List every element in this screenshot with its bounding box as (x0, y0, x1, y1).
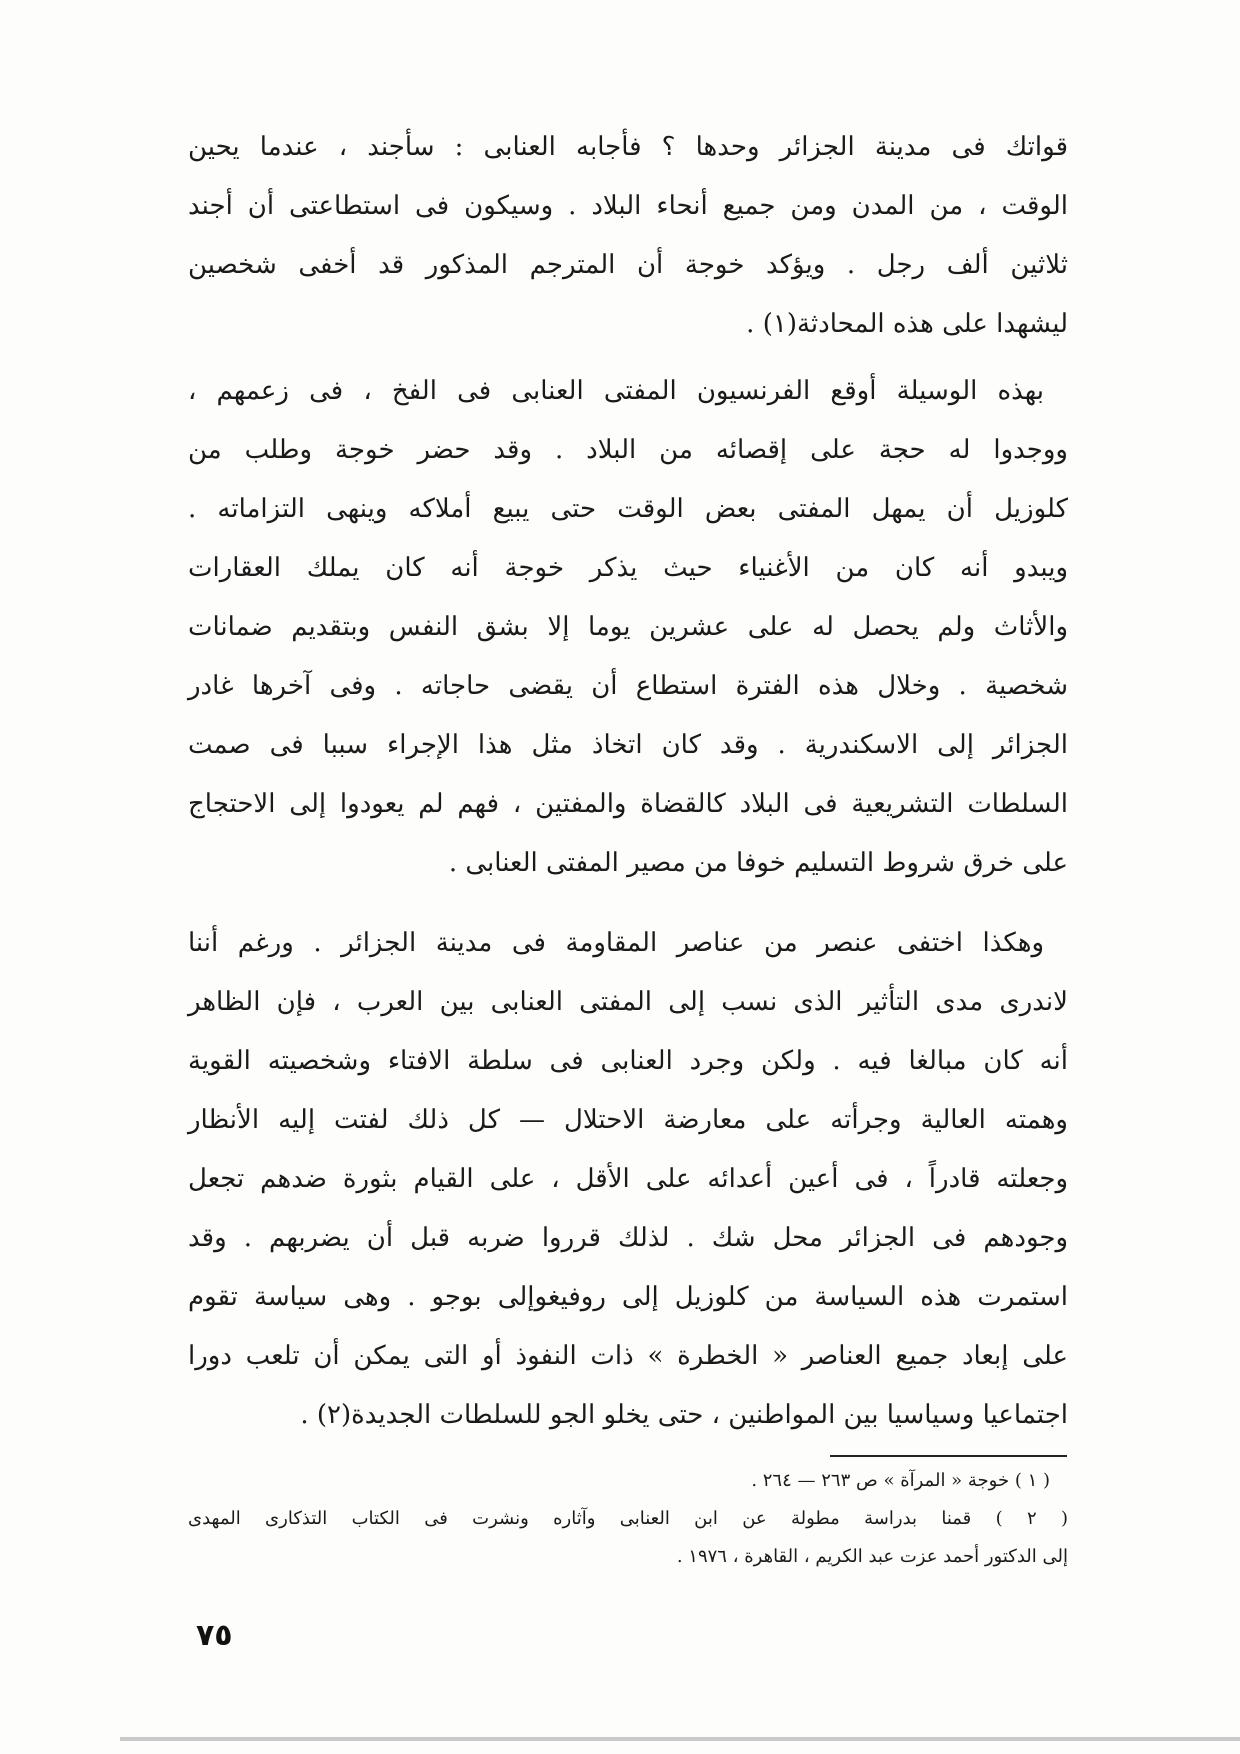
text-line: ويبدو أنه كان من الأغنياء حيث يذكر خوجة أنه كان يملك العقارات (188, 553, 1068, 583)
text-line: قواتك فى مدينة الجزائر وحدها ؟ فأجابه العنابى : سأجند ، عندما يحين (188, 132, 1068, 162)
text-line: والأثاث ولم يحصل له على عشرين يوما إلا بشق النفس وبتقديم ضمانات (188, 612, 1068, 642)
text-line: الوقت ، من المدن ومن جميع أنحاء البلاد . وسيكون فى استطاعتى أن أجند (188, 191, 1068, 221)
text-line: على خرق شروط التسليم خوفا من مصير المفتى العنابى . (448, 848, 1068, 878)
text-line: شخصية . وخلال هذه الفترة استطاع أن يقضى حاجاته . وفى آخرها غادر (188, 671, 1068, 701)
text-line: استمرت هذه السياسة من كلوزيل إلى روفيغوإلى بوجو . وهى سياسة تقوم (188, 1282, 1068, 1312)
paragraph-3 (188, 914, 1068, 1445)
page-bottom-border (120, 1737, 1240, 1741)
text-line: وهكذا اختفى عنصر من عناصر المقاومة فى مدينة الجزائر . ورغم أننا (188, 928, 1044, 958)
footnote-1: ( ١ ) خوجة « المرآة » ص ٢٦٣ — ٢٦٤ . (751, 1470, 1050, 1491)
text-line: وجعلته قادراً ، فى أعين أعدائه على الأقل ، على القيام بثورة ضدهم تجعل (188, 1164, 1068, 1194)
text-line: الجزائر إلى الاسكندرية . وقد كان اتخاذ مثل هذا الإجراء سببا فى صمت (188, 730, 1068, 760)
text-line: اجتماعيا وسياسيا بين المواطنين ، حتى يخلو الجو للسلطات الجديدة(٢) . (300, 1400, 1068, 1430)
text-line: أنه كان مبالغا فيه . ولكن وجرد العنابى فى سلطة الافتاء وشخصيته القوية (188, 1046, 1068, 1076)
text-line: ثلاثين ألف رجل . ويؤكد خوجة أن المترجم المذكور قد أخفى شخصين (188, 250, 1068, 280)
text-line: السلطات التشريعية فى البلاد كالقضاة والمفتين ، فهم لم يعودوا إلى الاحتجاج (188, 789, 1068, 819)
text-line: لاندرى مدى التأثير الذى نسب إلى المفتى العنابى بين العرب ، فإن الظاهر (188, 987, 1068, 1017)
footnote-2: ( ٢ ) قمنا بدراسة مطولة عن ابن العنابى وآثاره ونشرت فى الكتاب التذكارى المهدى (188, 1508, 1069, 1529)
text-line: بهذه الوسيلة أوقع الفرنسيون المفتى العنابى فى الفخ ، فى زعمهم ، (188, 376, 1044, 406)
text-line: ليشهدا على هذه المحادثة(١) . (746, 309, 1068, 339)
text-line: على إبعاد جميع العناصر « الخطرة » ذات النفوذ أو التى يمكن أن تلعب دورا (188, 1341, 1068, 1371)
footnotes (188, 1462, 1068, 1576)
paragraph-1 (188, 118, 1068, 354)
footnote-2-continued: إلى الدكتور أحمد عزت عبد الكريم ، القاهرة ، ١٩٧٦ . (676, 1546, 1068, 1567)
text-line: وهمته العالية وجرأته على معارضة الاحتلال — كل ذلك لفتت إليه الأنظار (188, 1105, 1068, 1135)
text-line: وجودهم فى الجزائر محل شك . لذلك قرروا ضربه قبل أن يضربهم . وقد (188, 1223, 1069, 1253)
text-line: كلوزيل أن يمهل المفتى بعض الوقت حتى يبيع أملاكه وينهى التزاماته . (188, 494, 1068, 524)
paragraph-2 (188, 362, 1068, 893)
page-number: ٧٥ (196, 1618, 233, 1653)
footnote-divider (830, 1455, 1067, 1457)
text-line: ووجدوا له حجة على إقصائه من البلاد . وقد حضر خوجة وطلب من (188, 435, 1068, 465)
